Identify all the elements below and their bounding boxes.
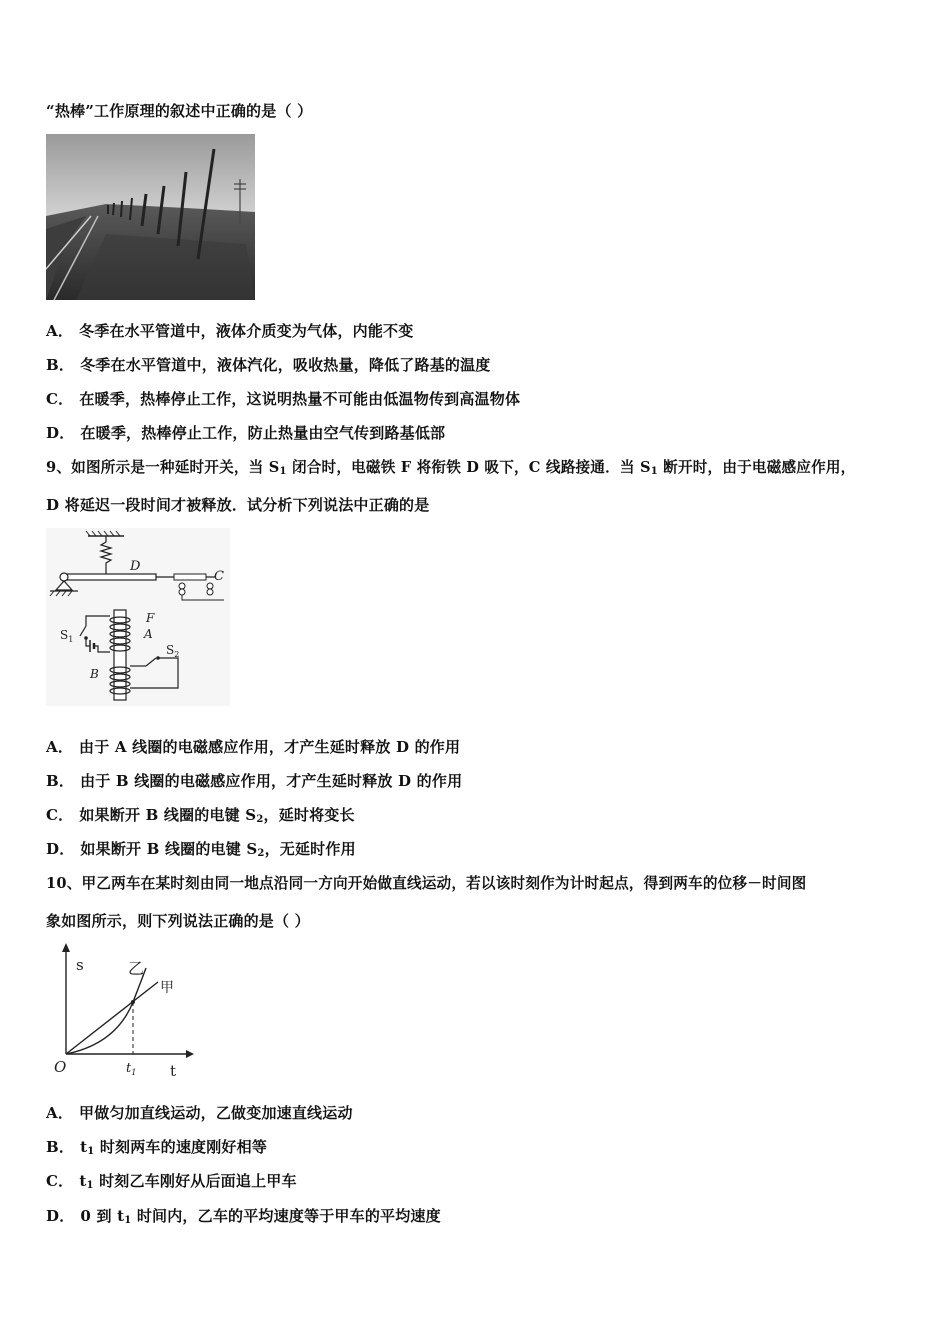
label-s2: $S_2$: [166, 643, 180, 659]
q8-option-d: D． 在暖季，热棒停止工作，防止热量由空气传到路基低部: [46, 424, 446, 442]
q9-option-c: C． 如果断开 B 线圈的电键 $S_2$，延时将变长: [46, 806, 355, 825]
q9-option-a: A． 由于 A 线圈的电磁感应作用，才产生延时释放 D 的作用: [46, 738, 461, 756]
q10-stem-line2: 象如图所示，则下列说法正确的是（ ）: [46, 912, 310, 930]
label-b: B: [90, 667, 99, 681]
heat-rod-photo: [46, 134, 255, 300]
q10-stem-line1: 10、甲乙两车在某时刻由同一地点沿同一方向开始做直线运动，若以该时刻作为计时起点，得到两车的位移－时间图: [46, 875, 807, 892]
q10-option-d: D． 0 到 $t_1$ 时间内，乙车的平均速度等于甲车的平均速度: [46, 1207, 441, 1226]
delay-switch-diagram: [46, 528, 230, 706]
displacement-time-graph: [46, 940, 200, 1084]
q9-stem-line2: D 将延迟一段时间才被释放．试分析下列说法中正确的是: [46, 496, 430, 514]
label-a: A: [144, 627, 153, 641]
q10-option-b: B． $t_1$ 时刻两车的速度刚好相等: [46, 1138, 268, 1157]
q8-option-b: B． 冬季在水平管道中，液体汽化，吸收热量，降低了路基的温度: [46, 356, 491, 374]
origin-label: O: [54, 1058, 67, 1076]
q8-option-c: C． 在暖季，热棒停止工作，这说明热量不可能由低温物传到高温物体: [46, 390, 521, 408]
q9-option-d: D． 如果断开 B 线圈的电键 $S_2$，无延时作用: [46, 840, 356, 859]
jia-line: [66, 982, 158, 1054]
label-f: F: [146, 611, 155, 625]
x-axis-label: t: [170, 1062, 177, 1080]
yi-curve: [66, 968, 146, 1054]
q10-option-c: C． $t_1$ 时刻乙车刚好从后面追上甲车: [46, 1172, 297, 1191]
t1-label: $t_1$: [126, 1061, 137, 1077]
q10-option-a: A． 甲做匀加直线运动，乙做变加速直线运动: [46, 1104, 353, 1122]
label-s1: $S_1$: [60, 628, 74, 644]
yi-label: 乙: [128, 959, 145, 978]
jia-label: 甲: [160, 980, 174, 996]
q9-option-b: B． 由于 B 线圈的电磁感应作用，才产生延时释放 D 的作用: [46, 772, 463, 790]
q9-stem-line1: 9、如图所示是一种延时开关，当 $S_1$ 闭合时，电磁铁 F 将衔铁 D 吸下，C 线路接通．当 $S_1$ 断开时，由于电磁感应作用，: [46, 459, 856, 477]
label-c: C: [214, 569, 224, 584]
y-axis-label: s: [76, 956, 84, 974]
q8-option-a: A． 冬季在水平管道中，液体介质变为气体，内能不变: [46, 322, 414, 340]
label-d: D: [130, 559, 141, 574]
q8-stem: “热棒”工作原理的叙述中正确的是（ ）: [46, 102, 313, 120]
